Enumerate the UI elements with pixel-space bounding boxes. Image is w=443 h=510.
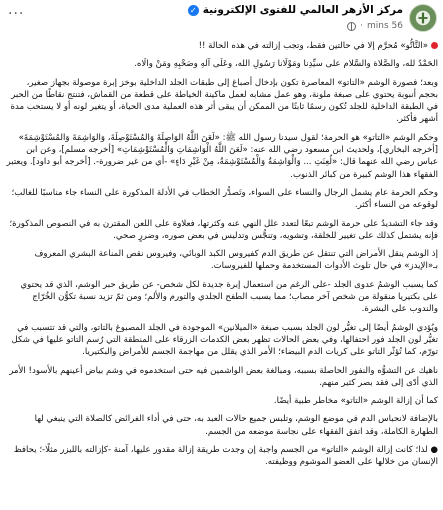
red-circle-icon bbox=[431, 42, 438, 49]
post-paragraph-title: «التَّاتُّو» مُحرَّم إلا في حالتين فقط، وتجب إزالته في هذه الحالة !! bbox=[6, 40, 438, 52]
post-paragraph: كما أن إزالة الوشم «التاتو» مخاطر طبية أيضًا. bbox=[273, 396, 438, 407]
post-paragraph: بالإضافة لانحباس الدم في موضع الوشم، وتلبس جميع حالات العبد به، حتى في أداء الفرائض كالصلاة التي ينبغي لها الطهارة الكاملة، وقد اتفق الفقهاء على نجاسة موضعه من الجسم. bbox=[34, 414, 438, 437]
al-azhar-logo-icon bbox=[414, 9, 432, 27]
page-avatar[interactable] bbox=[409, 4, 437, 32]
page-name[interactable]: مركز الأزهر العالمي للفتوى الإلكترونية bbox=[202, 4, 403, 16]
post-time[interactable]: 56 mins bbox=[367, 21, 403, 31]
post-paragraph: الحَمْدُ لله، والصَّلاة والسَّلام على سيِّدِنا ومَوْلَانا رَسُولِ الله، وعَلَى آلهِ وصَحْبِهِ ومَنْ والَاه. bbox=[134, 59, 438, 70]
post-paragraph: كما يسبب الوشمُ عدوى الجلد -على الرغم من استعمال إبرة جديدة لكل شخص- عن طريق حبر الوشم، الذي قد يحتوي على بكتيريا منقولة من شخص آخر مصاب؛ مما يسبب الطفح الجلدي والتورم والألم؛ ومن ثمّ تزيد نسبة تكوُّن الخُرّاج والندوب على البشرة. bbox=[20, 279, 438, 315]
post-paragraph: ● لذا؛ كانت إزالة الوشم «التاتو» من الجسم واجبة إن وجدت طريقة إزالة مقدور عليها، آمنة -كإزالته بالليزر مثلًا-؛ يحافظ الإنسان من خلالها على العضو الموشوم ووظيفته. bbox=[13, 445, 438, 468]
post-paragraph: ناهيك عن التشوُّه والنفور الحاصلة بسببه، ومبالغة بعض الواشمين فيه حتى استخدموه في وشم بياض أعينهم بالأسود! الأمر الذي أدّى إلى فقد بصر كثير منهم. bbox=[9, 365, 438, 388]
post-header bbox=[0, 0, 443, 40]
post-paragraph: وحكم الوشم «التاتو» هو الحرمة؛ لقول سيدنا رسول الله ﷺ: «لَعَنَ اللَّهُ الوَاصِلَةَ وَالمُسْتَوْصِلَةَ، وَالوَاشِمَةَ وَالمُسْتَوْشِمَةَ» [أخرجه البخاري]، ولحديث ابن مسعود رضي الله عنه: «لَعَنَ اللَّهُ الْوَاشِمَاتِ وَالْمُسْتَوْشِمَاتِ» [أخرجه مسلم]، وعن ابن عباس رضي الله عنهما قال: «لُعِنَتِ ... وَالْوَاشِمَةُ وَالْمُسْتَوْشِمَةُ، مِنْ غَيْرِ دَاءٍ» -أي من غير ضرورة-. [أخرجه أبو داود]. ويعتبر الفقهاء هذا الوشم كبيرة من كبائر الذنوب. bbox=[6, 132, 438, 180]
post-paragraph: وقد جاء التشديدُ على حرمة الوشم تبعًا لتعدد علل النهي عنه وكثرتها، فعلاوة على اللعن المقترن به في النصوص المذكورة؛ فإنه يشتمل كذلك على تغيير للخلقة، وتشويه، وتنجُّس وتدليس في بعض صوره، وضررٍ صحي. bbox=[9, 218, 438, 241]
verified-badge-icon: ✓ bbox=[188, 5, 199, 16]
more-options-button[interactable]: ··· bbox=[8, 6, 25, 22]
post-paragraph: إذ الوشم ينقل الأمراض التي تنتقل عن طريق الدم كفيروس الكبد الوبائي، وفيروس نقص المناعة البشري المعروف بـ«الإيدز» في حال تلوث الأدوات المستخدمة وحملها للفيروسات. bbox=[34, 249, 438, 272]
post-paragraph: وحكم الحرمة عام يشمل الرجال والنساء على السواء، وتَصدُّر الخطاب في الأدلة المذكورة على النساء جاء مناسبًا للغالب؛ لوقوعه من النساء أكثر. bbox=[11, 187, 438, 211]
post-paragraph: ويُؤدي الوشمُ أيضًا إلى تغيُّر لون الجلد بسبب صبغة «الميلانين» الموجودة في الجلد المصبوغ بالتاتو، والتي قد تتسبب في تغيُّر لون الجلد فور احتفالها، وفي بعض الحالات تظهر بعض الكدمات الزرقاء على المنطقة التي رُسم التاتو عليها في شكل تورّم، كما تُؤثّر التاتو على كريات الدم البيضاء؛ الأمر الذي يقلل من مهاجمة الجسم للأمراض والبكتيريا. bbox=[11, 322, 438, 358]
page-name-row bbox=[188, 4, 403, 16]
post-text bbox=[0, 40, 443, 469]
post-paragraph: وبعد؛ فصورة الوشم «التاتو» المعاصرة تكون بإدخال أصباغ إلى طبقات الجلد الداخلية بوخز إبرة موصولة بجهاز صغير، بحجم أنبوبة يحتوي على صبغة ملونة، وهو عمل مشابه لعمل ماكينة الخياطة على قطعة من القماش، فتنتج نقاطًا من الحبر في الطبقة الداخلية للجلد تُكون رسمًا ثابتًا من الممكن أن يبقى أثر هذه العملية مدى الحياة، أو يتغير لونه أو لا يستحب مدة أشهر فأكثر. bbox=[10, 77, 438, 125]
public-globe-icon bbox=[347, 22, 356, 31]
post-meta: 56 mins · bbox=[347, 21, 403, 31]
